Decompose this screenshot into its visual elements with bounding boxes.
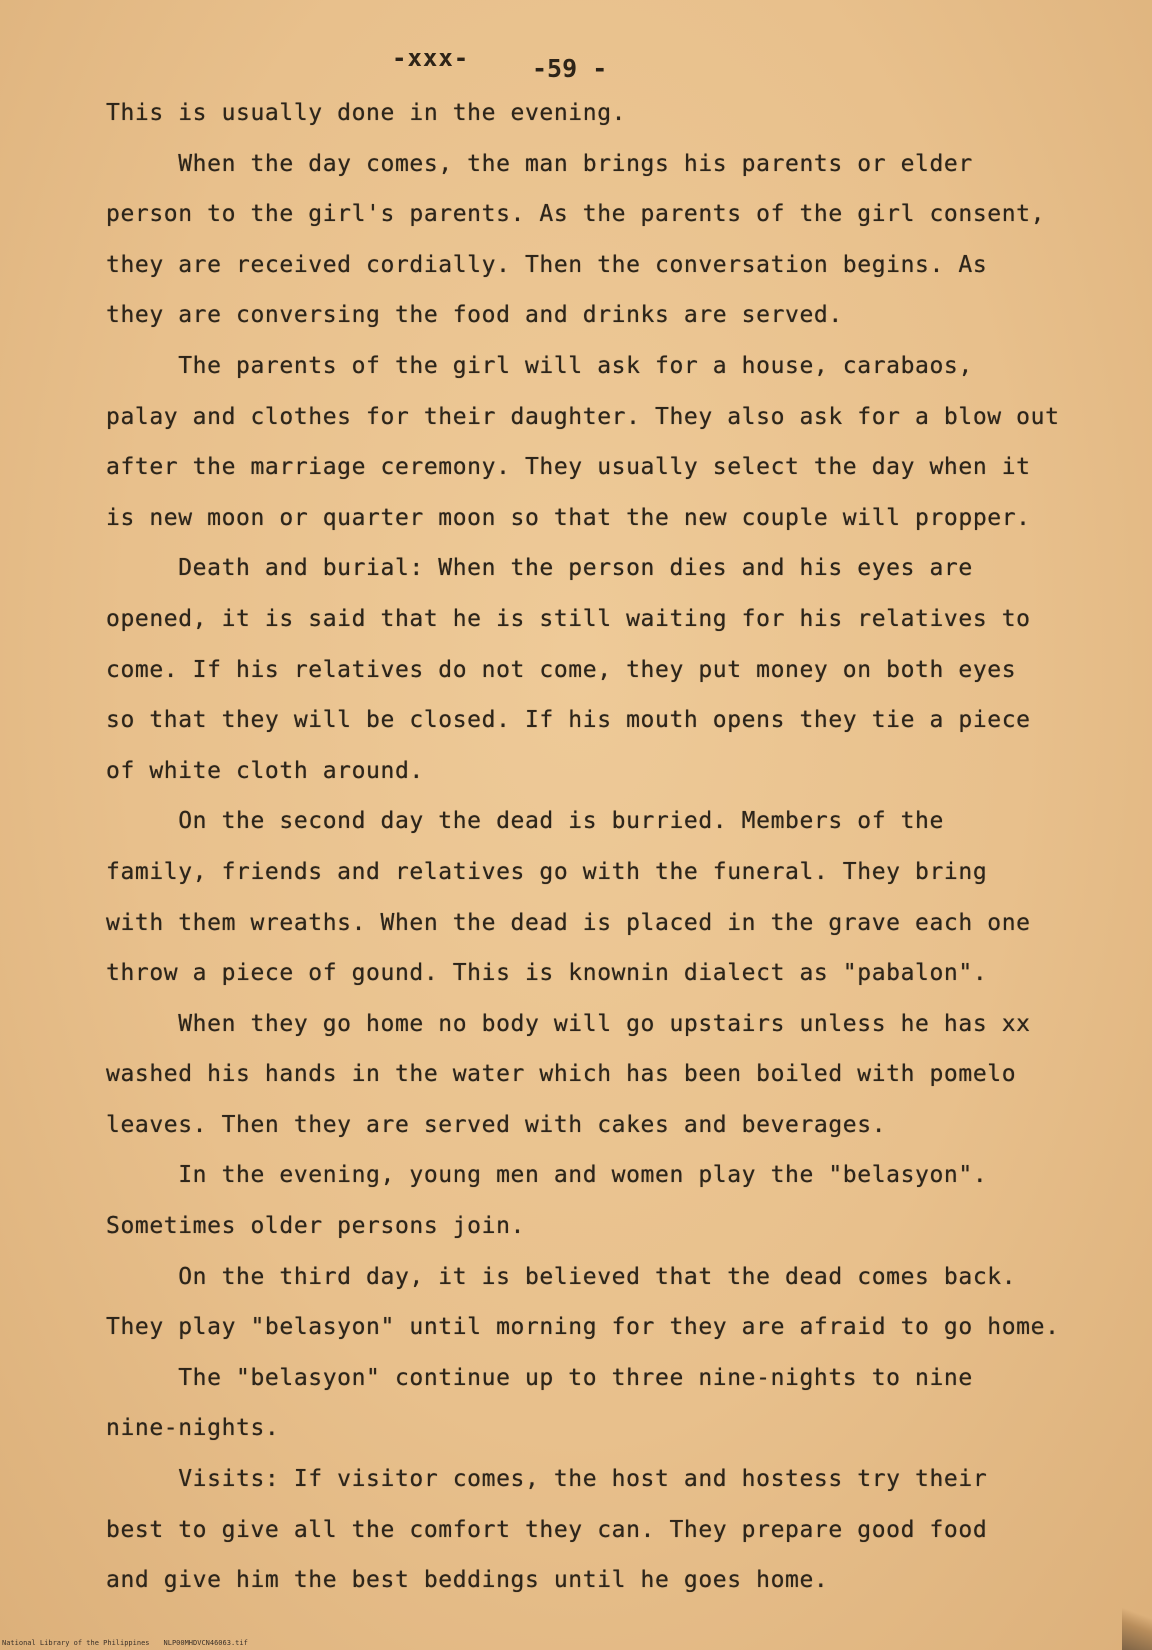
text-line: nine-nights.	[106, 1415, 280, 1442]
text-line: When they go home no body will go upstairs unless he has xx	[106, 1010, 1031, 1037]
text-line: washed his hands in the water which has been boiled with pomelo	[106, 1061, 1017, 1088]
text-line: come. If his relatives do not come, they put money on both eyes	[106, 656, 1017, 683]
text-line: of white cloth around.	[106, 757, 424, 784]
text-line: and give him the best beddings until he goes home.	[106, 1567, 829, 1594]
text-line: person to the girl's parents. As the parents of the girl consent,	[106, 201, 1046, 228]
text-line: In the evening, young men and women play the "belasyon".	[106, 1162, 988, 1189]
text-line: after the marriage ceremony. They usually select the day when it	[106, 454, 1031, 481]
text-line: On the third day, it is believed that the dead comes back.	[106, 1263, 1017, 1290]
text-line: Visits: If visitor comes, the host and hostess try their	[106, 1466, 988, 1493]
text-line: Death and burial: When the person dies and his eyes are	[106, 555, 973, 582]
library-credit: National Library of the Philippines	[2, 1639, 150, 1647]
typed-body-text	[106, 88, 1116, 1606]
text-line: They play "belasyon" until morning for they are afraid to go home.	[106, 1314, 1060, 1341]
text-line: opened, it is said that he is still waiting for his relatives to	[106, 605, 1031, 632]
page-mark: -xxx-	[392, 44, 470, 72]
text-line: throw a piece of gound. This is knownin dialect as "pabalon".	[106, 960, 988, 987]
scan-footer	[2, 1639, 262, 1647]
text-line: they are conversing the food and drinks are served.	[106, 302, 843, 329]
text-line: When the day comes, the man brings his parents or elder	[106, 150, 973, 177]
text-line: leaves. Then they are served with cakes and beverages.	[106, 1111, 887, 1138]
text-line: The parents of the girl will ask for a house, carabaos,	[106, 352, 973, 379]
text-line: palay and clothes for their daughter. They also ask for a blow out	[106, 403, 1060, 430]
text-line: The "belasyon" continue up to three nine-nights to nine	[106, 1364, 973, 1391]
text-line: On the second day the dead is burried. Members of the	[106, 808, 944, 835]
text-line: is new moon or quarter moon so that the new couple will propper.	[106, 504, 1031, 531]
text-line: best to give all the comfort they can. They prepare good food	[106, 1516, 988, 1543]
page-corner-fold	[1122, 1590, 1152, 1650]
text-line: Sometimes older persons join.	[106, 1213, 525, 1240]
text-line: This is usually done in the evening.	[106, 100, 627, 126]
text-line: family, friends and relatives go with the funeral. They bring	[106, 858, 988, 885]
text-line: with them wreaths. When the dead is placed in the grave each one	[106, 909, 1031, 936]
text-line: so that they will be closed. If his mouth opens they tie a piece	[106, 707, 1031, 734]
page-number: -59 -	[532, 54, 608, 83]
text-line: they are received cordially. Then the conversation begins. As	[106, 251, 988, 278]
scan-filename: NLP00MHDVCN46063.tif	[163, 1639, 248, 1647]
